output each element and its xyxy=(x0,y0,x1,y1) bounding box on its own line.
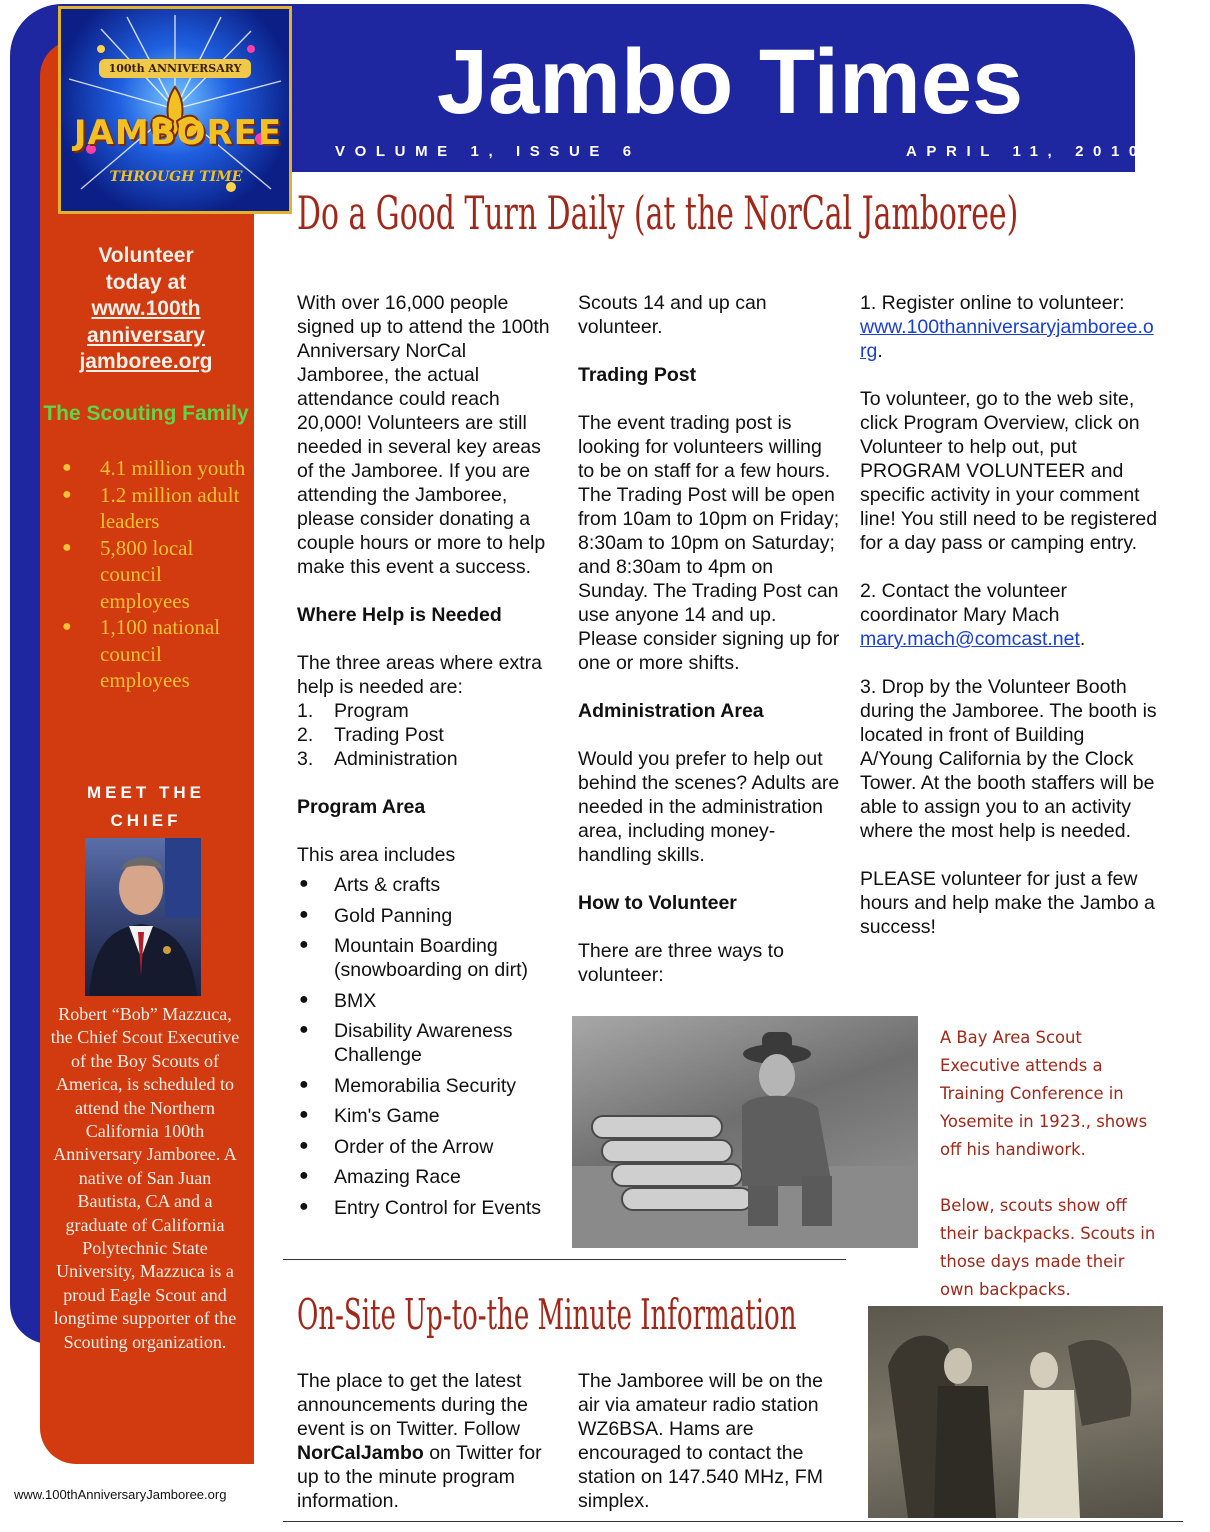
bullet-dot-icon: ● xyxy=(299,905,309,923)
section-heading: Trading Post xyxy=(578,364,697,386)
paragraph: The place to get the latest announcements during the event is on Twitter. Follow xyxy=(297,1370,528,1440)
bullet-dot-icon: ● xyxy=(299,1167,309,1184)
list-item: 1. Program xyxy=(297,700,409,722)
volunteer-line: today at xyxy=(105,270,187,294)
list-item: ● 1.2 million adult leaders xyxy=(62,482,240,533)
paragraph: Would you prefer to help out behind the scenes? Adults are needed in the administration area, including money-handling skills. xyxy=(578,748,840,866)
list-item: ● 1,100 national council employees xyxy=(62,615,221,692)
list-item: 2. Trading Post xyxy=(297,724,444,746)
historic-photo-icon xyxy=(868,1306,1163,1518)
list-item: ● Amazing Race xyxy=(299,1166,461,1188)
jamboree-logo xyxy=(58,6,292,214)
logo-subtitle: THROUGH TIME xyxy=(109,169,243,185)
step-3: 3. Drop by the Volunteer Booth during the Jamboree. The booth is located in front of Building A/Young California by the Clock Tower. At the booth staffers will be able to assign you to an activity where the most help is needed. xyxy=(860,676,1157,842)
paragraph: The Jamboree will be on the air via amateur radio station WZ6BSA. Hams are encouraged to contact the station on 147.540 MHz, FM simplex. xyxy=(578,1370,823,1512)
portrait-figure-icon xyxy=(85,838,201,996)
paragraph: Scouts 14 and up can volunteer. xyxy=(578,292,767,338)
scout-executive-photo xyxy=(572,1016,918,1248)
bullet-dot-icon: ● xyxy=(299,1136,309,1154)
photo-captions xyxy=(940,1024,1160,1332)
volunteer-callout xyxy=(40,243,252,376)
newsletter-title: Jambo Times xyxy=(436,31,1024,133)
step-2: 2. Contact the volunteer coordinator Mary Mach xyxy=(860,580,1068,626)
paragraph: The three areas where extra help is needed are: xyxy=(297,652,542,698)
list-item: ● Kim's Game xyxy=(299,1105,440,1127)
article-intro: With over 16,000 people signed up to attend the 100th Anniversary NorCal Jamboree, the actual attendance could reach 20,000! Volunteers are still needed in several key areas of the Jamboree. If you are attending the Jamboree, please consider donating a couple hours or more to help make this event a success. xyxy=(297,292,550,578)
program-activities-list xyxy=(297,873,559,1220)
section-heading: How to Volunteer xyxy=(578,892,737,914)
bullet-dot-icon: ● xyxy=(299,936,309,953)
volunteer-line: Volunteer xyxy=(98,244,194,267)
photo-caption: A Bay Area Scout Executive attends a Training Conference in Yosemite in 1923., shows off his handiwork. xyxy=(940,1028,1148,1159)
article-column-3: 1. Register online to volunteer: www.100thanniversaryjamboree.org. To volunteer, go to the web site, click Program Overview, click on Volunteer to help out, put PROGRAM VOLUNTEER and specific activity in your comment line! You still need to be registered for a day pass or camping entry. 2. Contact the volunteer coordinator Mary Mach mary.mach@comcast.net. 3. Drop by the Volunteer Booth during the Jamboree. The booth is located in front of Building A/Young California by the Clock Tower. At the booth staffers will be able to assign you to an activity where the most help is needed. PLEASE volunteer for just a few hours and help make the Jambo a success! xyxy=(860,291,1160,963)
bullet-dot-icon: ● xyxy=(299,1197,309,1215)
list-item: ● 5,800 local council employees xyxy=(62,535,194,613)
divider xyxy=(283,1259,846,1260)
volume-issue: VOLUME 1, ISSUE 6 xyxy=(335,143,641,160)
paragraph: To volunteer, go to the web site, click Program Overview, click on Volunteer to help out, put PROGRAM VOLUNTEER and specific activity in your comment line! You still need to be registered for a day pass or camping entry. xyxy=(860,388,1158,554)
list-item: ● Mountain Boarding (snowboarding on dirt) xyxy=(299,935,529,981)
list-item: ● BMX xyxy=(299,989,377,1012)
meet-the-chief-heading: MEET THE CHIEF xyxy=(87,783,205,830)
bullet-dot-icon: ● xyxy=(62,485,72,503)
list-item: ● Memorabilia Security xyxy=(299,1074,517,1097)
paragraph: The event trading post is looking for volunteers willing to be on staff for a few hours. The Trading Post will be open from 10am to 10pm on Friday; 8:30am to 10pm on Saturday; and 8:30am to 4pm on Sunday. The Trading Post can use anyone 14 and up. Please consider signing up for one or more shifts. xyxy=(578,412,840,674)
logo-wordmark: JAMBOREE xyxy=(73,113,283,153)
logo-ribbon: 100th ANNIVERSARY xyxy=(99,59,251,78)
bullet-dot-icon: ● xyxy=(299,1106,309,1123)
photo-caption: Below, scouts show off their backpacks. Scouts in those days made their own backpacks. xyxy=(940,1196,1156,1299)
closing-paragraph: PLEASE volunteer for just a few hours and help make the Jambo a success! xyxy=(860,868,1155,938)
article-headline: On-Site Up-to-the Minute Information xyxy=(297,1290,797,1339)
bullet-dot-icon: ● xyxy=(299,1075,309,1093)
list-item: 3. Administration xyxy=(297,748,458,770)
paragraph: This area includes xyxy=(297,844,456,866)
article-headline: Do a Good Turn Daily (at the NorCal Jamboree) xyxy=(297,186,1019,240)
list-item: ● Arts & crafts xyxy=(299,874,441,896)
bullet-dot-icon: ● xyxy=(299,1021,309,1038)
help-areas-list xyxy=(297,699,559,771)
paragraph: There are three ways to volunteer: xyxy=(578,940,784,986)
twitter-handle: NorCalJambo xyxy=(297,1442,424,1464)
section-heading: Administration Area xyxy=(578,700,764,722)
list-item: ● 4.1 million youth xyxy=(62,456,246,480)
bullet-dot-icon: ● xyxy=(299,875,309,892)
step-1: 1. Register online to volunteer: xyxy=(860,292,1125,314)
issue-date: APRIL 11, 2010 xyxy=(906,143,1147,160)
chief-portrait xyxy=(85,838,201,996)
scouting-family-title: The Scouting Family xyxy=(43,402,249,425)
bullet-dot-icon: ● xyxy=(62,618,72,635)
volunteer-link-part[interactable]: www.100th xyxy=(91,297,201,320)
bullet-dot-icon: ● xyxy=(62,538,72,556)
scouts-backpacks-photo xyxy=(868,1306,1163,1518)
article-column-5 xyxy=(578,1369,840,1513)
volunteer-register-link[interactable]: www.100thanniversaryjamboree.org xyxy=(860,316,1154,362)
historic-photo-icon xyxy=(572,1016,918,1248)
list-item: ● Disability Awareness Challenge xyxy=(299,1020,513,1066)
bullet-dot-icon: ● xyxy=(62,459,72,476)
section-heading: Program Area xyxy=(297,796,426,818)
divider xyxy=(283,1521,1183,1522)
scouting-family-list xyxy=(60,455,250,694)
volunteer-link-part[interactable]: jamboree.org xyxy=(79,350,213,373)
paragraph: on Twitter for up to the minute program information. xyxy=(297,1442,542,1512)
article-column-2 xyxy=(578,291,840,1011)
list-item: ● Order of the Arrow xyxy=(299,1135,494,1158)
chief-bio: Robert “Bob” Mazzuca, the Chief Scout Executive of the Boy Scouts of America, is scheduled to attend the Northern California 100th Anniversary Jamboree. A native of San Juan Bautista, CA and a graduate of California Polytechnic State University, Mazzuca is a proud Eagle Scout and longtime supporter of the Scouting organization. xyxy=(50,1004,240,1352)
bullet-dot-icon: ● xyxy=(299,990,309,1008)
article-column-1 xyxy=(297,291,559,1226)
volunteer-link-part[interactable]: anniversary xyxy=(87,323,205,347)
list-item: ● Gold Panning xyxy=(299,904,453,927)
footer-website-link[interactable]: www.100thAnniversaryJamboree.org xyxy=(14,1487,227,1502)
coordinator-email-link[interactable]: mary.mach@comcast.net xyxy=(860,628,1080,650)
volunteer-link[interactable] xyxy=(40,296,252,376)
section-heading: Where Help is Needed xyxy=(297,604,502,626)
article-column-4 xyxy=(297,1369,559,1513)
list-item: ● Entry Control for Events xyxy=(299,1196,541,1219)
